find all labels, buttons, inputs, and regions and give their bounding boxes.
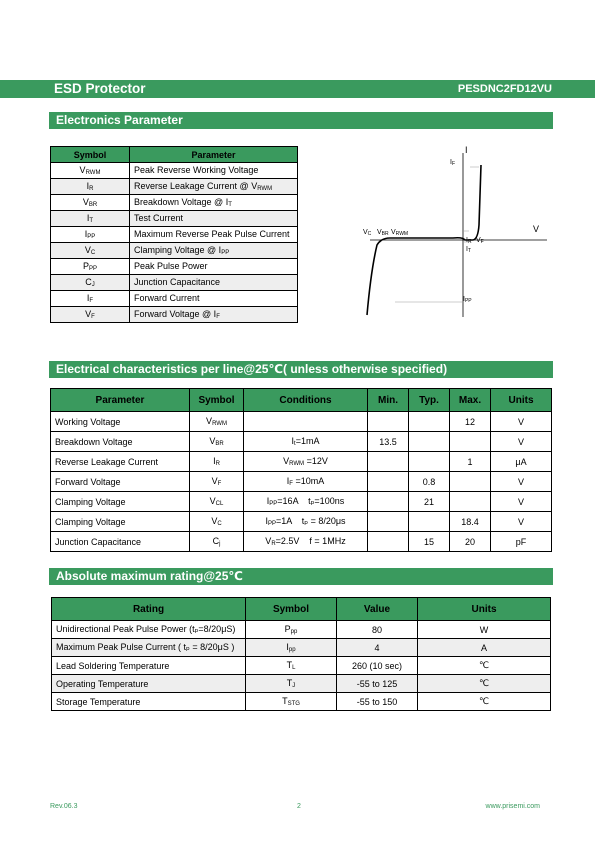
col-header-symbol: Symbol [246, 598, 337, 621]
col-header-units: Units [491, 389, 552, 412]
condition-value: =10mA [292, 476, 325, 486]
symbol-subscript: BR [215, 441, 224, 447]
footer-revision: Rev.06.3 [50, 803, 78, 810]
v-axis-label: V [533, 224, 540, 234]
col-header-max: Max. [450, 389, 491, 412]
parameter-cell: Reverse Leakage Current [51, 452, 190, 472]
symbol-cell [51, 291, 130, 307]
footer-page-number: 2 [297, 803, 301, 810]
units-cell: V [491, 492, 552, 512]
rating-cell: Maximum Peak Pulse Current ( tₚ = 8/20μS ) [52, 639, 246, 657]
col-header-conditions: Conditions [244, 389, 368, 412]
label-vbr: $V_{BR}$ [377, 229, 389, 237]
col-header-symbol: Symbol [190, 389, 244, 412]
max-cell: 18.4 [450, 512, 491, 532]
units-cell: ℃ [418, 693, 551, 711]
symbol-subscript: C [90, 250, 96, 256]
symbol-letter: V [206, 416, 213, 426]
symbol-letter: T [282, 696, 288, 706]
value-cell: -55 to 125 [337, 675, 418, 693]
symbol-letter: V [209, 496, 216, 506]
parameter-text: Reverse Leakage Current @ V [134, 181, 258, 191]
parameter-text: Forward Current [134, 293, 200, 303]
condition-symbol: I [265, 516, 268, 526]
min-cell [368, 532, 409, 552]
symbol-cell [51, 307, 130, 323]
parameter-cell [130, 243, 298, 259]
symbol-subscript: RWM [212, 421, 227, 427]
symbol-cell [246, 621, 337, 639]
parameter-cell [130, 163, 298, 179]
symbol-cell [51, 211, 130, 227]
label-vf: $V_F$ [476, 237, 484, 245]
rating-cell: Lead Soldering Temperature [52, 657, 246, 675]
symbol-cell [190, 452, 244, 472]
parameter-cell [130, 227, 298, 243]
symbol-cell [190, 532, 244, 552]
units-cell: V [491, 472, 552, 492]
symbol-letter: T [286, 660, 293, 670]
symbol-subscript: RWM [85, 170, 101, 176]
table-row [51, 532, 552, 552]
label-it: $I_T$ [466, 246, 472, 254]
condition-subscript: PP [269, 501, 278, 507]
symbol-subscript: PP [89, 266, 98, 272]
table-row [51, 291, 298, 307]
symbol-subscript: T [89, 218, 94, 224]
max-cell [450, 492, 491, 512]
condition-value: =2.5V f = 1MHz [275, 536, 346, 546]
section-absolute-maximum-rating: Absolute maximum rating@25℃ [49, 568, 553, 585]
min-cell [368, 512, 409, 532]
conditions-cell [244, 412, 368, 432]
parameter-cell: Working Voltage [51, 412, 190, 432]
symbol-subscript: F [89, 298, 94, 304]
part-number: PESDNC2FD12VU [457, 83, 552, 95]
table-row [51, 243, 298, 259]
parameter-text: Forward Voltage @ I [134, 309, 217, 319]
symbol-letter: V [82, 197, 89, 207]
parameter-table [50, 146, 298, 323]
parameter-cell [130, 195, 298, 211]
i-axis-label: I [465, 145, 468, 155]
symbol-letter: V [79, 165, 86, 175]
table-row [52, 675, 551, 693]
min-cell: 13.5 [368, 432, 409, 452]
condition-subscript: R [271, 541, 276, 547]
condition-value: =16A tₚ=100ns [277, 496, 345, 506]
symbol-letter: I [86, 181, 90, 191]
symbol-letter: V [84, 245, 91, 255]
label-ipp: $I_{PP}$ [463, 296, 472, 304]
symbol-cell [51, 259, 130, 275]
col-header-parameter: Parameter [51, 389, 190, 412]
rating-cell: Operating Temperature [52, 675, 246, 693]
label-ir: $I_R$ [466, 237, 472, 245]
symbol-subscript: R [215, 461, 220, 467]
symbol-letter: I [84, 229, 88, 239]
typ-cell: 15 [409, 532, 450, 552]
symbol-subscript: J [292, 683, 296, 689]
symbol-cell [246, 693, 337, 711]
parameter-subscript: F [216, 314, 220, 320]
min-cell [368, 472, 409, 492]
min-cell [368, 492, 409, 512]
symbol-subscript: BR [88, 202, 98, 208]
symbol-cell [51, 163, 130, 179]
header-bar [0, 80, 595, 98]
units-cell: V [491, 512, 552, 532]
label-vrwm: $V_{RWM}$ [391, 229, 409, 237]
table-row [51, 163, 298, 179]
typ-cell [409, 412, 450, 432]
parameter-cell [130, 275, 298, 291]
symbol-cell [190, 512, 244, 532]
units-cell: V [491, 432, 552, 452]
value-cell: 260 (10 sec) [337, 657, 418, 675]
condition-value: =12V [304, 456, 328, 466]
conditions-cell [244, 472, 368, 492]
typ-cell: 21 [409, 492, 450, 512]
parameter-subscript: PP [221, 250, 230, 256]
table-row [51, 432, 552, 452]
condition-subscript: PP [267, 521, 276, 527]
max-cell: 20 [450, 532, 491, 552]
condition-subscript: F [289, 481, 293, 487]
symbol-cell [246, 675, 337, 693]
section-electrical-characteristics: Electrical characteristics per line@25℃( unless otherwise specified) [49, 361, 553, 378]
symbol-subscript: L [292, 665, 296, 671]
symbol-letter: I [286, 642, 289, 652]
min-cell [368, 412, 409, 432]
parameter-text: Peak Reverse Working Voltage [134, 165, 259, 175]
units-cell: V [491, 412, 552, 432]
parameter-cell: Clamping Voltage [51, 512, 190, 532]
absolute-maximum-rating-table [51, 597, 551, 711]
max-cell: 1 [450, 452, 491, 472]
units-cell: pF [491, 532, 552, 552]
conditions-cell [244, 532, 368, 552]
parameter-cell: Forward Voltage [51, 472, 190, 492]
units-cell: W [418, 621, 551, 639]
symbol-cell [51, 243, 130, 259]
symbol-cell [190, 412, 244, 432]
table-row [51, 307, 298, 323]
table-row [52, 621, 551, 639]
table-row [51, 259, 298, 275]
col-header-value: Value [337, 598, 418, 621]
symbol-subscript: J [91, 282, 95, 288]
parameter-cell: Breakdown Voltage [51, 432, 190, 452]
symbol-subscript: STG [287, 701, 300, 707]
symbol-letter: C [85, 277, 92, 287]
col-header-rating: Rating [52, 598, 246, 621]
label-if: $I_F$ [450, 159, 456, 167]
symbol-letter: C [212, 536, 220, 546]
symbol-letter: I [213, 456, 216, 466]
conditions-cell [244, 432, 368, 452]
table-row [52, 639, 551, 657]
rating-cell: Unidirectional Peak Pulse Power (tₚ=8/20μS) [52, 621, 246, 639]
document-title: ESD Protector [54, 81, 146, 96]
parameter-cell [130, 211, 298, 227]
symbol-letter: V [85, 309, 92, 319]
symbol-subscript: C [217, 521, 222, 527]
typ-cell [409, 432, 450, 452]
units-cell: μA [491, 452, 552, 472]
iv-characteristic-graph [355, 145, 555, 325]
parameter-text: Test Current [134, 213, 184, 223]
table-row [51, 512, 552, 532]
symbol-letter: I [86, 213, 90, 223]
symbol-cell [190, 472, 244, 492]
rating-cell: Storage Temperature [52, 693, 246, 711]
col-header-units: Units [418, 598, 551, 621]
conditions-cell [244, 452, 368, 472]
symbol-cell [51, 195, 130, 211]
parameter-cell [130, 291, 298, 307]
symbol-letter: P [82, 261, 89, 271]
symbol-cell [246, 639, 337, 657]
parameter-text: Maximum Reverse Peak Pulse Current [134, 229, 290, 239]
condition-symbol: I [286, 476, 290, 486]
symbol-cell [51, 275, 130, 291]
table-row [51, 472, 552, 492]
typ-cell [409, 452, 450, 472]
max-cell: 12 [450, 412, 491, 432]
units-cell: ℃ [418, 675, 551, 693]
table-row [51, 452, 552, 472]
symbol-subscript: pp [290, 629, 298, 635]
symbol-letter: V [211, 516, 218, 526]
symbol-cell [51, 179, 130, 195]
symbol-subscript: j [219, 541, 221, 547]
col-header-parameter: Parameter [130, 147, 298, 163]
parameter-cell: Junction Capacitance [51, 532, 190, 552]
units-cell: A [418, 639, 551, 657]
col-header-min: Min. [368, 389, 409, 412]
table-row [51, 492, 552, 512]
condition-symbol: I [266, 496, 270, 506]
table-row [51, 179, 298, 195]
max-cell [450, 472, 491, 492]
symbol-cell [51, 227, 130, 243]
condition-subscript: RWM [289, 461, 305, 467]
value-cell: 80 [337, 621, 418, 639]
typ-cell [409, 512, 450, 532]
parameter-cell [130, 179, 298, 195]
symbol-cell [190, 432, 244, 452]
symbol-letter: V [211, 476, 218, 486]
condition-subscript: t [294, 441, 296, 447]
condition-value: =1A tₚ = 8/20μs [275, 516, 346, 526]
symbol-letter: P [284, 624, 291, 634]
max-cell [450, 432, 491, 452]
table-row [52, 693, 551, 711]
table-row [52, 657, 551, 675]
section-electronics-parameter: Electronics Parameter [49, 112, 553, 129]
symbol-subscript: PP [87, 234, 96, 240]
parameter-text: Clamping Voltage @ I [134, 245, 222, 255]
parameter-subscript: RWM [257, 186, 273, 192]
parameter-cell [130, 307, 298, 323]
symbol-letter: V [209, 436, 216, 446]
symbol-subscript: CL [215, 501, 224, 507]
table-row [51, 211, 298, 227]
condition-symbol: V [265, 536, 272, 546]
electrical-characteristics-table [50, 388, 552, 552]
table-row [51, 195, 298, 211]
symbol-subscript: R [89, 186, 94, 192]
symbol-letter: I [86, 293, 90, 303]
table-row [51, 412, 552, 432]
parameter-text: Peak Pulse Power [134, 261, 208, 271]
symbol-subscript: F [217, 481, 222, 487]
col-header-symbol: Symbol [51, 147, 130, 163]
parameter-text: Breakdown Voltage @ I [134, 197, 229, 207]
parameter-text: Junction Capacitance [134, 277, 221, 287]
condition-symbol: V [283, 456, 290, 466]
units-cell: ℃ [418, 657, 551, 675]
symbol-cell [190, 492, 244, 512]
symbol-cell [246, 657, 337, 675]
conditions-cell [244, 492, 368, 512]
min-cell [368, 452, 409, 472]
symbol-letter: T [286, 678, 293, 688]
table-row [51, 275, 298, 291]
table-row [51, 227, 298, 243]
condition-symbol: I [291, 436, 295, 446]
footer-website-link[interactable]: www.prisemi.com [485, 803, 540, 810]
value-cell: 4 [337, 639, 418, 657]
parameter-subscript: T [228, 202, 232, 208]
typ-cell: 0.8 [409, 472, 450, 492]
col-header-typ: Typ. [409, 389, 450, 412]
label-vc: $V_C$ [363, 229, 372, 237]
symbol-subscript: F [91, 314, 95, 320]
conditions-cell [244, 512, 368, 532]
value-cell: -55 to 150 [337, 693, 418, 711]
parameter-cell [130, 259, 298, 275]
condition-value: =1mA [295, 436, 320, 446]
symbol-subscript: pp [288, 647, 296, 653]
parameter-cell: Clamping Voltage [51, 492, 190, 512]
